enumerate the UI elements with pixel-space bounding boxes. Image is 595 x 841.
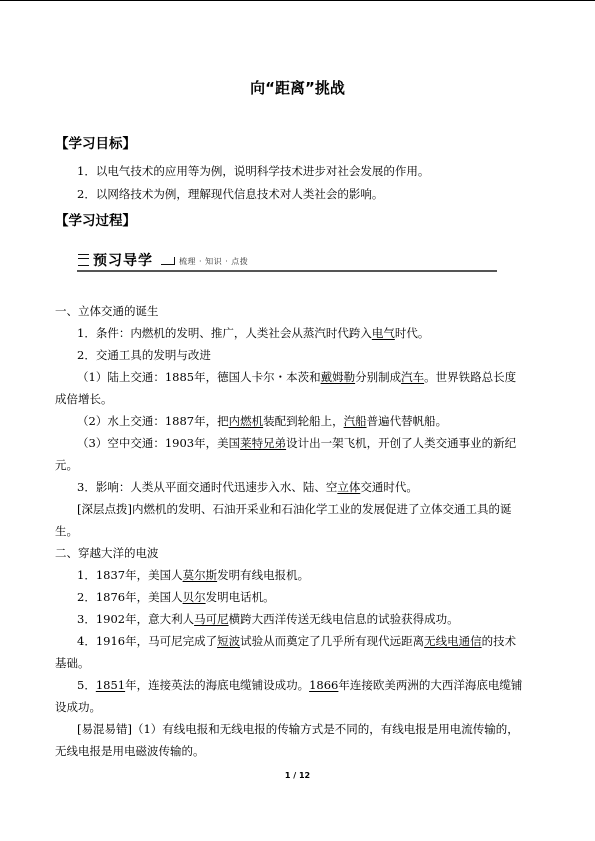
heading-2: 二、穿越大洋的电波 bbox=[55, 546, 159, 560]
answer-underlined: 马可尼 bbox=[194, 612, 229, 626]
answer-underlined: 电气 bbox=[371, 326, 395, 340]
item-5: 5．1851年，连接英法的海底电缆铺设成功。1866年连接欧美两洲的大西洋海底电缆铺 bbox=[77, 678, 523, 692]
paragraph-5: （3）空中交通：1903年，美国莱特兄弟设计出一架飞机，开创了人类交通事业的新纪 bbox=[77, 436, 517, 450]
page-number: 1 / 12 bbox=[284, 771, 311, 780]
heading-1: 一、立体交通的诞生 bbox=[55, 304, 159, 318]
page-title: 向“距离”挑战 bbox=[250, 79, 345, 97]
answer-underlined: 汽船 bbox=[343, 414, 367, 428]
goal-item: 1．以电气技术的应用等为例，说明科学技术进步对社会发展的作用。 bbox=[77, 164, 430, 178]
paragraph-3: （1）陆上交通：1885年，德国人卡尔・本茨和戴姆勒分别制成汽车。世界铁路总长度 bbox=[77, 370, 517, 384]
item-4: 4．1916年，马可尼完成了短波试验从而奠定了几乎所有现代远距离无线电通信的技术 bbox=[77, 634, 517, 648]
item-4-cont: 基础。 bbox=[55, 656, 90, 670]
answer-underlined: 1851 bbox=[95, 678, 126, 692]
paragraph-4: （2）水上交通：1887年，把内燃机装配到轮船上，汽船普遍代替帆船。 bbox=[77, 414, 448, 428]
paragraph-2: 2．交通工具的发明与改进 bbox=[77, 348, 211, 362]
item-1: 1．1837年，美国人莫尔斯发明有线电报机。 bbox=[77, 568, 310, 582]
paragraph-6: 3．影响：人类从平面交通时代迅速步入水、陆、空立体交通时代。 bbox=[77, 480, 418, 494]
item-2: 2．1876年，美国人贝尔发明电话机。 bbox=[77, 590, 275, 604]
banner-underline bbox=[77, 270, 497, 272]
answer-underlined: 莱特兄弟 bbox=[240, 436, 287, 450]
item-3: 3．1902年，意大利人马可尼横跨大西洋传送无线电信息的试验获得成功。 bbox=[77, 612, 459, 626]
banner-lines-icon bbox=[78, 254, 89, 266]
paragraph-5-cont: 元。 bbox=[55, 458, 78, 472]
paragraph-7: [深层点拨]内燃机的发明、石油开采业和石油化学工业的发展促进了立体交通工具的诞 bbox=[77, 502, 512, 516]
note-paragraph: [易混易错]（1）有线电报和无线电报的传输方式是不同的，有线电报是用电流传输的， bbox=[77, 722, 519, 736]
answer-underlined: 无线电通信 bbox=[424, 634, 482, 648]
note-paragraph-cont: 无线电报是用电磁波传输的。 bbox=[55, 744, 205, 758]
paragraph-7-cont: 生。 bbox=[55, 524, 78, 538]
answer-underlined: 立体 bbox=[337, 480, 361, 494]
answer-underlined: 汽车 bbox=[401, 370, 425, 384]
paragraph-1: 1．条件：内燃机的发明、推广，人类社会从蒸汽时代跨入电气时代。 bbox=[77, 326, 430, 340]
section-heading-goals: 【学习目标】 bbox=[55, 136, 136, 152]
goal-item: 2．以网络技术为例，理解现代信息技术对人类社会的影响。 bbox=[77, 187, 384, 201]
answer-underlined: 内燃机 bbox=[228, 414, 264, 428]
preview-banner bbox=[77, 240, 497, 272]
section-heading-process: 【学习过程】 bbox=[55, 213, 136, 229]
answer-underlined: 贝尔 bbox=[182, 590, 206, 604]
answer-underlined: 戴姆勒 bbox=[320, 370, 356, 384]
answer-underlined: 1866 bbox=[309, 678, 339, 692]
item-5-cont: 设成功。 bbox=[55, 700, 101, 714]
answer-underlined: 莫尔斯 bbox=[182, 568, 218, 582]
banner-subtitle: 梳理 · 知识 · 点拨 bbox=[179, 257, 249, 266]
answer-underlined: 短波 bbox=[217, 634, 241, 648]
banner-heading: 预习导学 bbox=[93, 253, 153, 269]
top-border-line bbox=[0, 0, 595, 1]
paragraph-3-cont: 成倍增长。 bbox=[55, 392, 113, 406]
banner-tail-icon bbox=[161, 257, 175, 265]
